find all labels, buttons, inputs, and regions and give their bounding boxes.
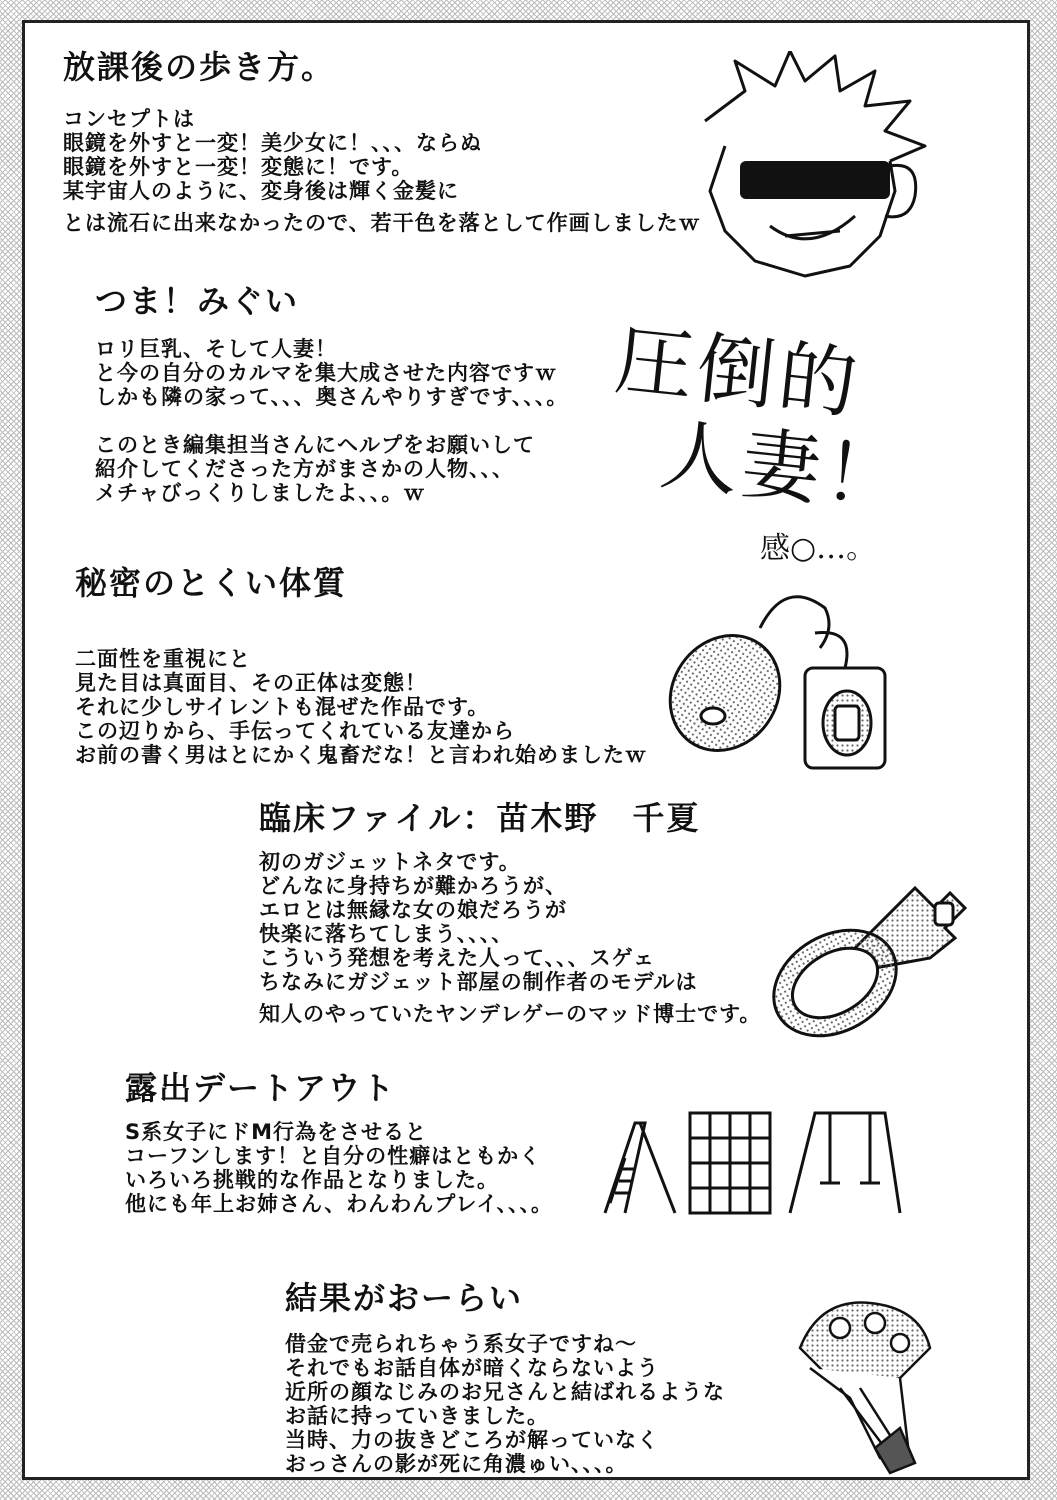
text-line: どんなに身持ちが難かろうが、 (259, 874, 567, 898)
bouquet-icon (780, 1288, 940, 1478)
text-line: 当時、力の抜きどころが解っていなく (285, 1428, 659, 1452)
text-line: 二面性を重視にと (75, 647, 251, 671)
handwritten-sub: 感○…。 (760, 531, 877, 566)
text-line: 紹介してくださった方がまさかの人物、、、 (95, 457, 514, 481)
section-5 (125, 1068, 553, 1216)
text-line: S系女子にドM行為をさせると (125, 1120, 428, 1144)
text-line: ロリ巨乳、そして人妻！ (95, 337, 337, 361)
section-title: 臨床ファイル：苗木野 千夏 (259, 799, 701, 837)
sunglasses-face-icon (685, 51, 945, 281)
text-line: 眼鏡を外すと一変！美少女に！、、、ならぬ (63, 131, 482, 155)
text-line: 他にも年上お姉さん、わんわんプレイ、、、。 (125, 1192, 553, 1216)
text-line: 見た目は真面目、その正体は変態！ (75, 671, 427, 695)
text-line: コンセプトは (63, 107, 195, 131)
text-line: おっさんの影が死に角濃ゅい、、、。 (285, 1452, 628, 1476)
section-title: 秘密のとくい体質 (75, 564, 348, 602)
key-icon (765, 858, 975, 1043)
text-line: メチャびっくりしましたよ、、。ｗ (95, 481, 426, 505)
text-line: しかも隣の家って、、、奥さんやりすぎです、、、。 (95, 385, 569, 409)
section-2 (95, 281, 568, 505)
egg-vibrator-icon (665, 588, 905, 778)
text-line: 快楽に落ちてしまう、、、、 (259, 922, 514, 946)
text-line: 借金で売られちゃう系女子ですね～ (285, 1332, 637, 1356)
text-line: この辺りから、手伝ってくれている友達から (75, 719, 515, 743)
text-line: とは流石に出来なかったので、若干色を落として作画しましたｗ (63, 211, 701, 235)
text-line (95, 409, 568, 433)
handwritten-line-2: 人妻！ (655, 410, 911, 526)
afterword-page (22, 20, 1030, 1480)
text-line: 近所の顔なじみのお兄さんと結ばれるような (285, 1380, 725, 1404)
section-title: 結果がおーらい (285, 1279, 524, 1317)
text-line: お話に持っていきました。 (285, 1404, 549, 1428)
text-line: と今の自分のカルマを集大成させた内容ですｗ (95, 361, 557, 385)
text-line: 知人のやっていたヤンデレゲーのマッド博士です。 (259, 1002, 762, 1026)
section-body (75, 647, 647, 767)
text-line: それでもお話自体が暗くならないよう (285, 1356, 659, 1380)
text-line: 眼鏡を外すと一変！変態に！です。 (63, 155, 414, 179)
text-line: お前の書く男はとにかく鬼畜だな！と言われ始めましたｗ (75, 743, 647, 767)
section-4 (259, 798, 761, 1026)
text-line: それに少しサイレントも混ぜた作品です。 (75, 695, 490, 719)
section-body (259, 850, 761, 1026)
section-title: つま！みぐい (95, 282, 300, 320)
text-line: ちなみにガジェット部屋の制作者のモデルは (259, 970, 698, 994)
handwritten-line-1: 圧倒的 (610, 315, 866, 431)
section-6 (285, 1278, 725, 1476)
section-3 (75, 563, 647, 767)
section-title: 放課後の歩き方。 (63, 48, 336, 86)
text-line: コーフンします！と自分の性癖はともかく (125, 1144, 542, 1168)
section-body (95, 337, 568, 505)
text-line: こういう発想を考えた人って、、、スゲェ (259, 946, 655, 970)
section-title: 露出デートアウト (125, 1069, 397, 1107)
text-line: このとき編集担当さんにヘルプをお願いして (95, 433, 535, 457)
playground-icon (595, 1103, 905, 1223)
text-line: 某宇宙人のように、変身後は輝く金髪に (63, 179, 459, 203)
text-line: 初のガジェットネタです。 (259, 850, 521, 874)
section-1 (63, 47, 701, 235)
text-line: エロとは無縁な女の娘だろうが (259, 898, 567, 922)
section-body (125, 1120, 553, 1216)
text-line: いろいろ挑戦的な作品となりました。 (125, 1168, 499, 1192)
section-body (285, 1332, 725, 1476)
section-body (63, 107, 701, 235)
